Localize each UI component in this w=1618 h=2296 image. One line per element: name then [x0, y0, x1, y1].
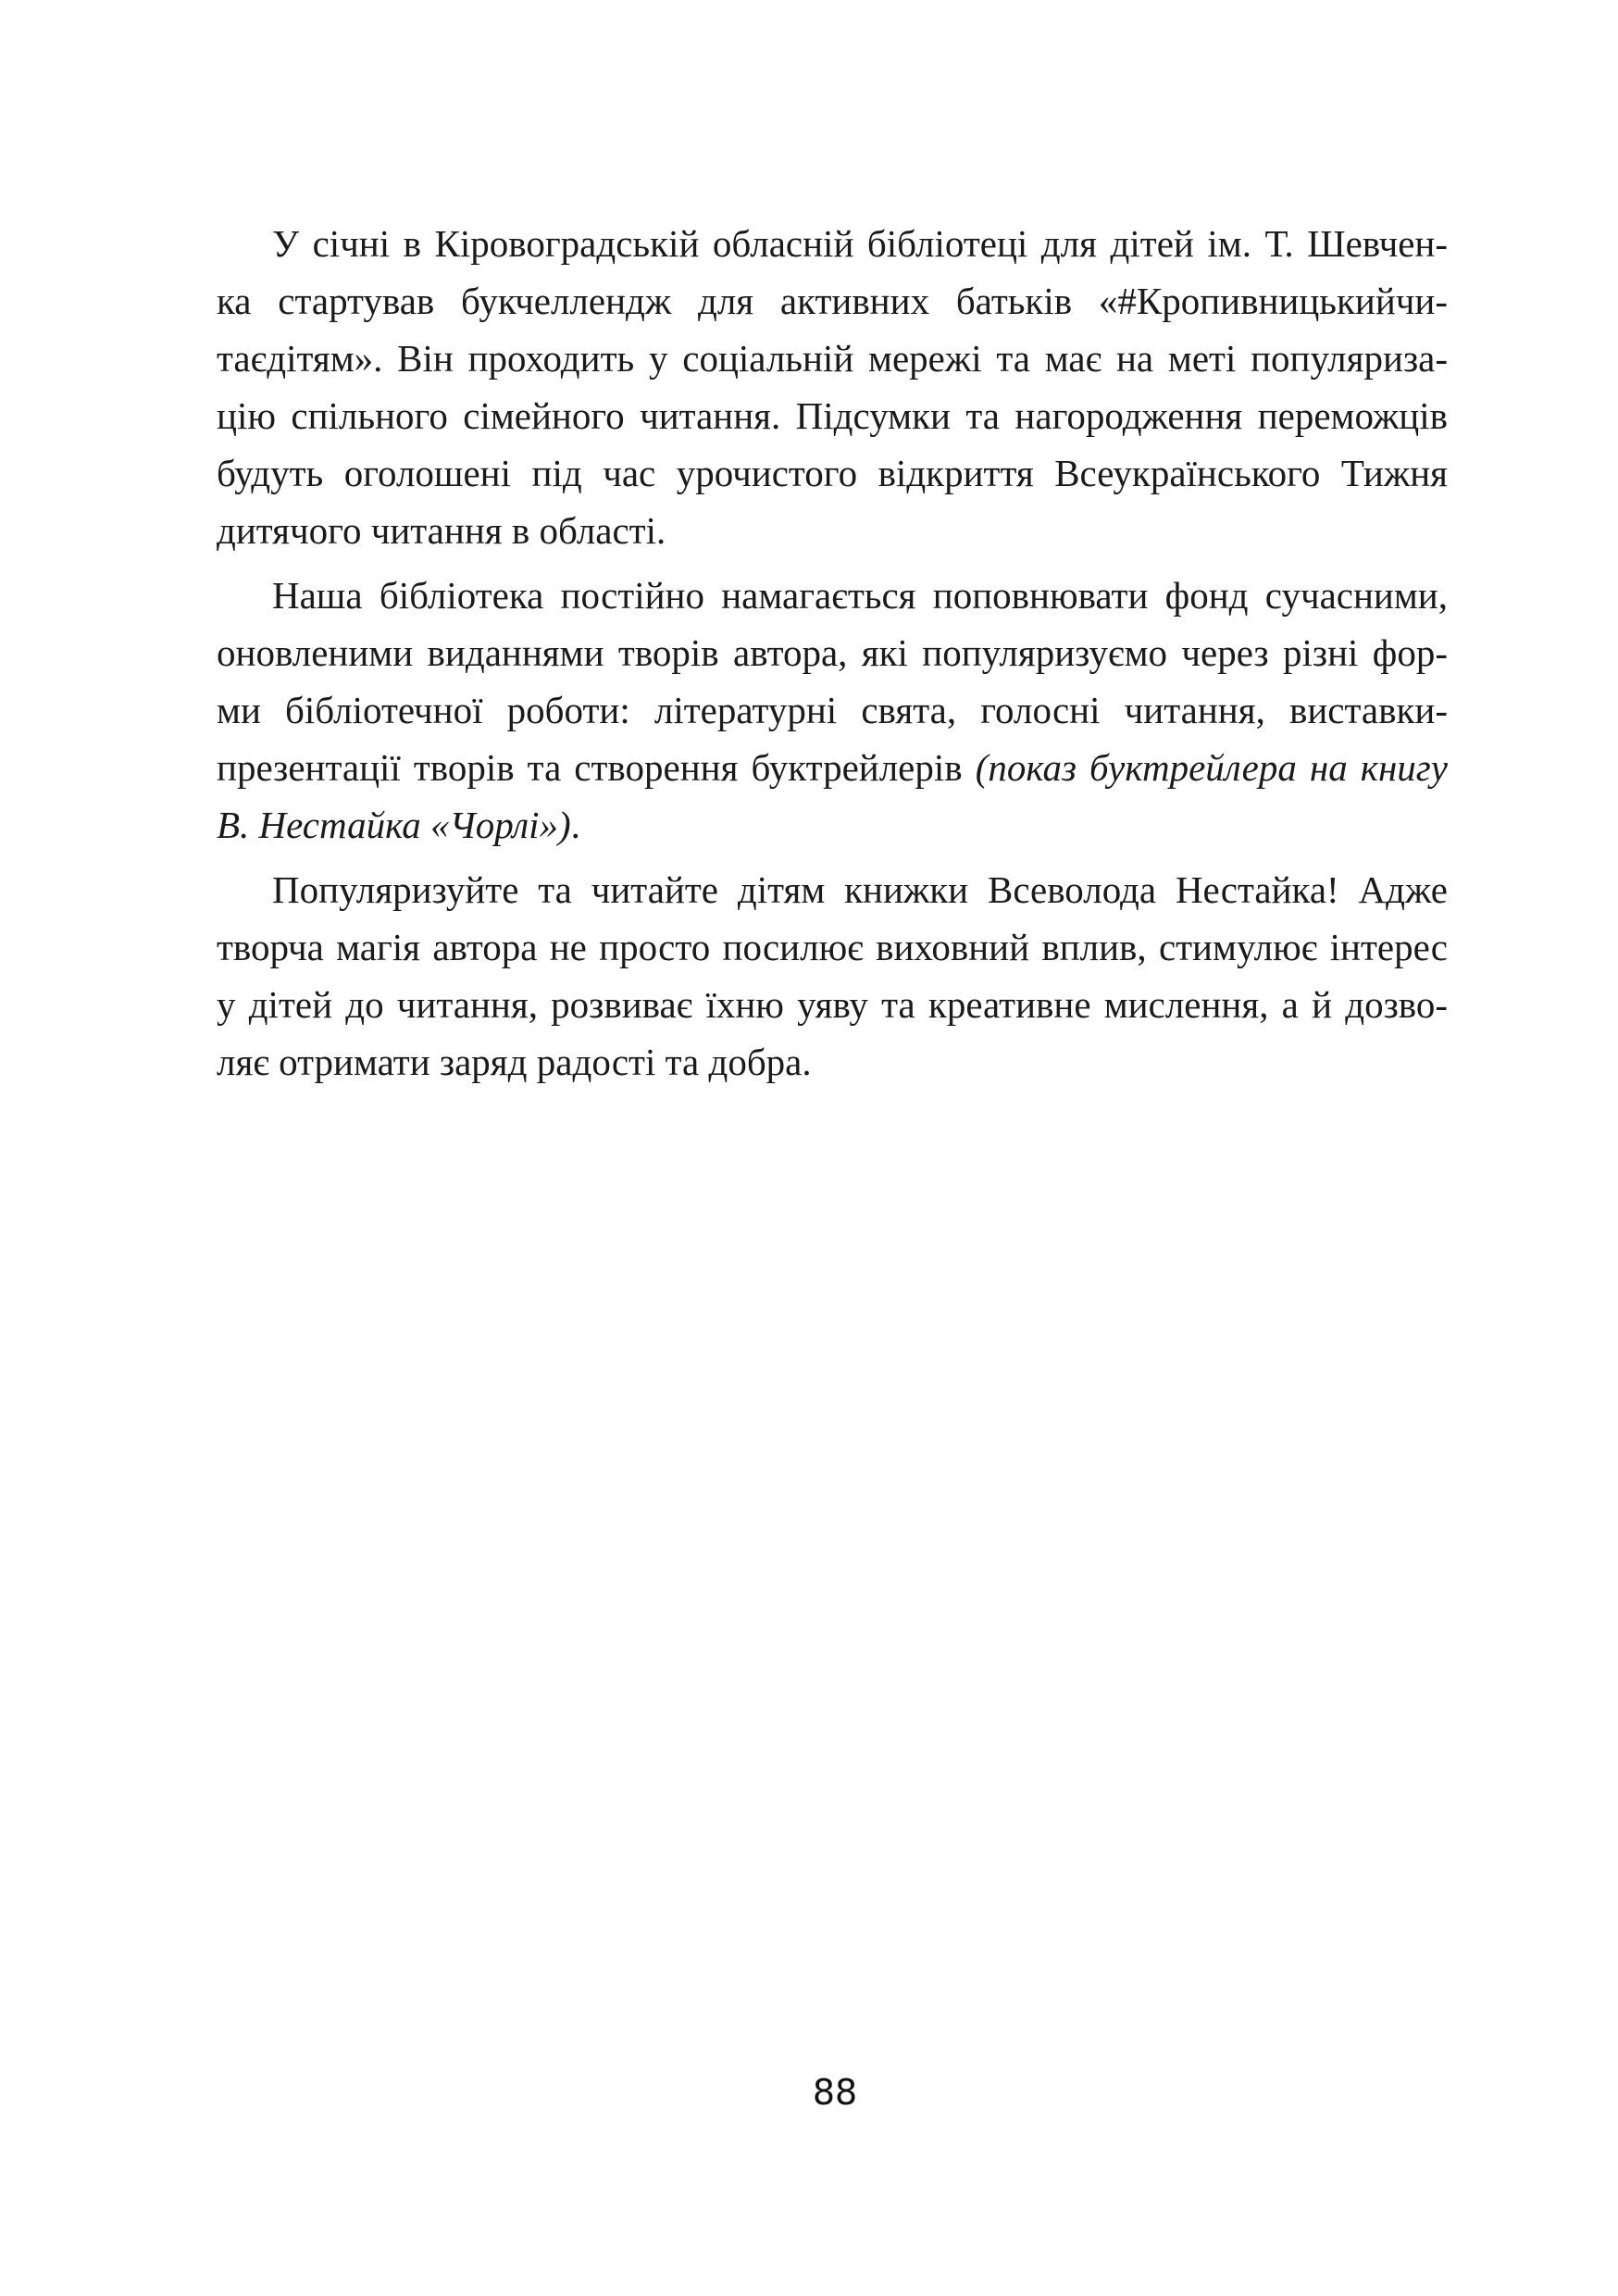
text-line	[217, 739, 1448, 796]
text-line: оновленими виданнями творів автора, які популяризуємо через різні фор-	[217, 631, 1448, 674]
text-line: у дітей до читання, розвиває їхню уяву та креативне мислення, а й дозво-	[217, 983, 1448, 1026]
text-line: ка стартував букчеллендж для активних батьків «#Кропивницькийчи-	[217, 280, 1448, 322]
paragraph-2	[217, 567, 1448, 854]
text-line: творча магія автора не просто посилює виховний вплив, стимулює інтерес	[217, 926, 1448, 968]
text-line: таєдітям». Він проходить у соціальній мережі та має на меті популяриза-	[217, 337, 1448, 380]
text-run: .	[570, 804, 580, 846]
paragraph-3	[217, 861, 1448, 1091]
text-line: цію спільного сімейного читання. Підсумки та нагородження переможців	[217, 394, 1448, 437]
text-line	[217, 796, 1448, 854]
body-text	[217, 215, 1448, 1098]
text-line: будуть оголошені під час урочистого відкриття Всеукраїнського Тижня	[217, 452, 1448, 494]
italic-run: В. Нестайка «Чорлі»)	[217, 804, 571, 846]
text-line: У січні в Кіровоградській обласній бібліотеці для дітей ім. Т. Шевчен-	[272, 222, 1448, 265]
text-line: Популяризуйте та читайте дітям книжки Всеволода Нестайка! Адже	[272, 868, 1448, 911]
paragraph-1	[217, 215, 1448, 559]
text-line: ми бібліотечної роботи: літературні свята, голосні читання, виставки-	[217, 689, 1448, 731]
page-number: 88	[812, 2072, 858, 2113]
text-line: Наша бібліотека постійно намагається поповнювати фонд сучасними,	[272, 574, 1448, 617]
text-line: ляє отримати заряд радості та добра.	[217, 1041, 812, 1083]
text-line: дитячого читання в області.	[217, 509, 666, 552]
italic-run: (показ буктрейлера на книгу	[975, 746, 1448, 789]
text-run: презентації творів та створення буктрейлерів	[217, 746, 976, 789]
